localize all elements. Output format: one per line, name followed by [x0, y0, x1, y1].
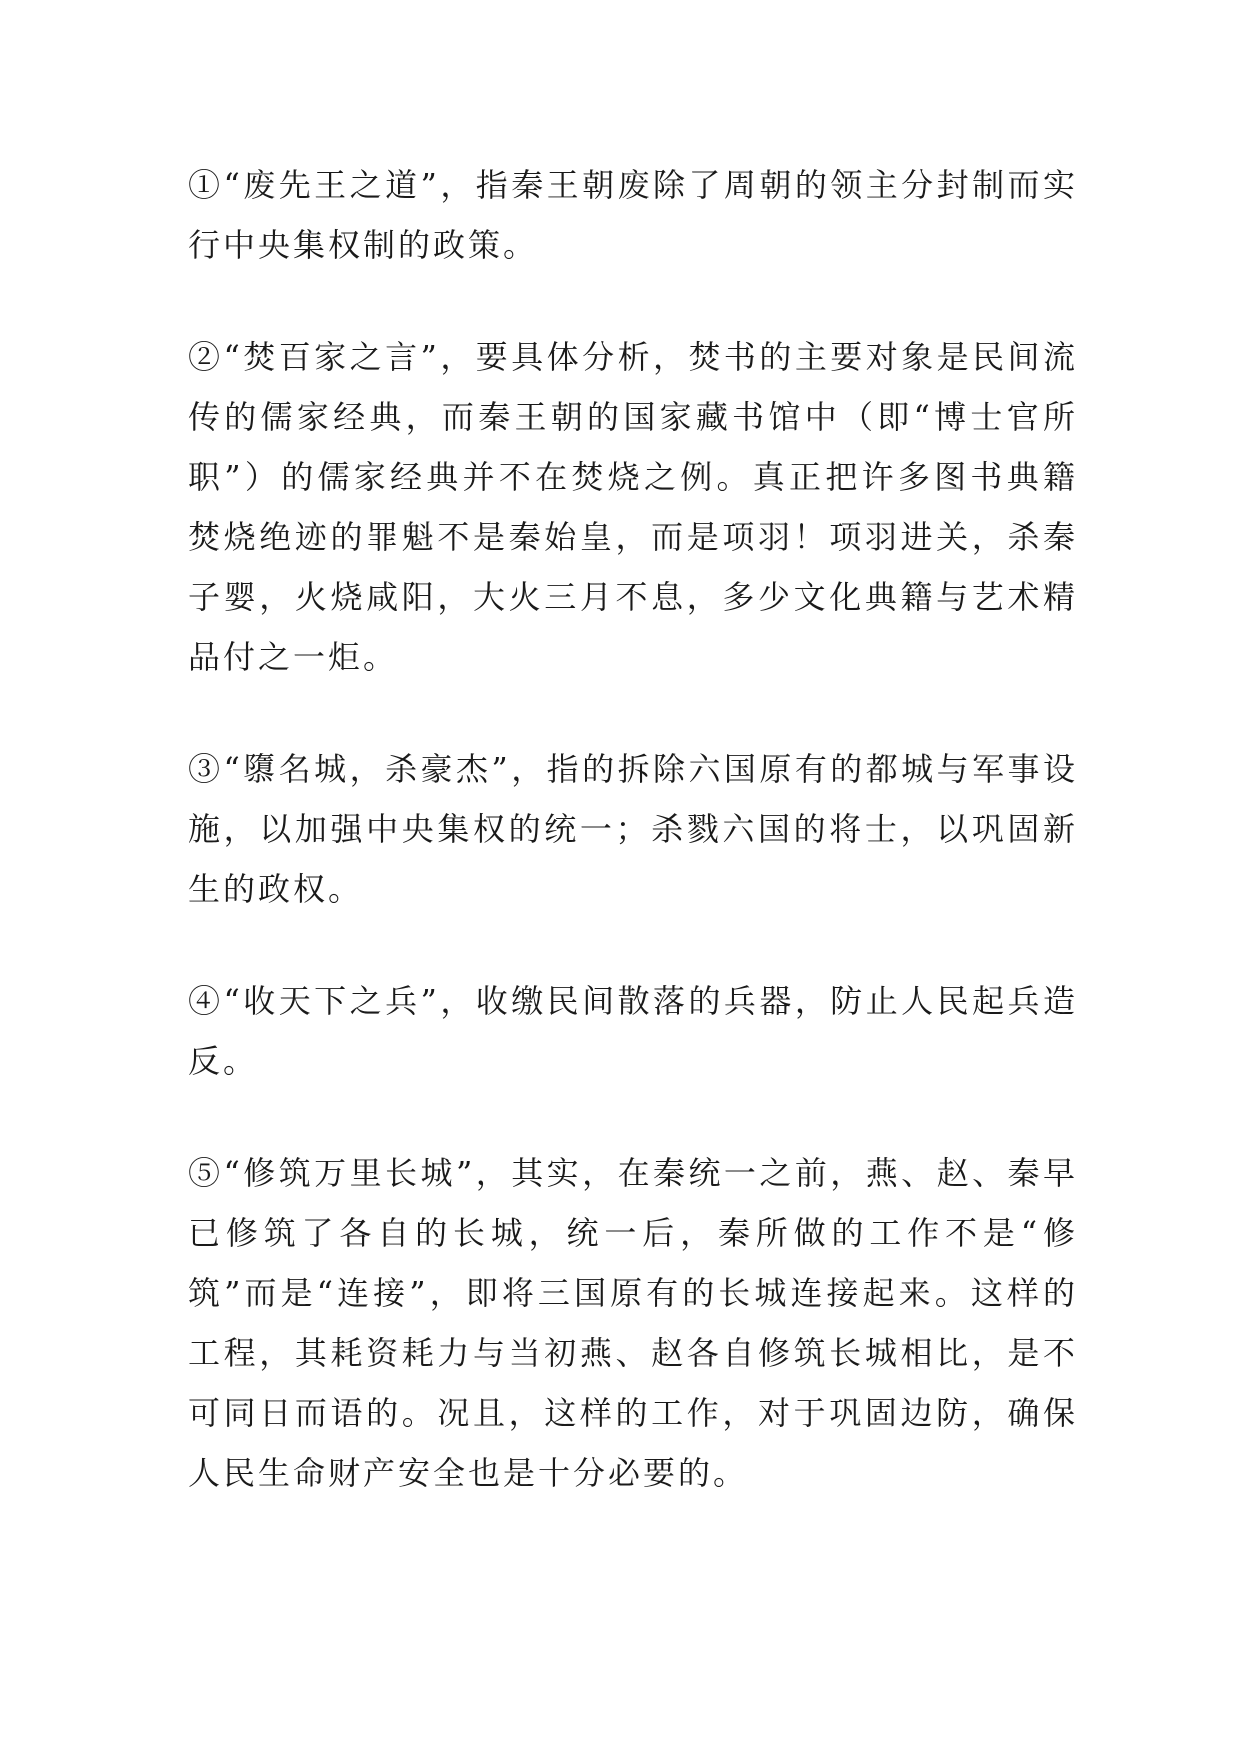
paragraph-3: ③“隳名城，杀豪杰”，指的拆除六国原有的都城与军事设施，以加强中央集权的统一；杀戮六国的将士，以巩固新生的政权。 [188, 750, 1078, 908]
paragraph-5: ⑤“修筑万里长城”，其实，在秦统一之前，燕、赵、秦早已修筑了各自的长城，统一后，秦所做的工作不是“修筑”而是“连接”，即将三国原有的长城连接起来。这样的工程，其耗资耗力与当初燕、赵各自修筑长城相比，是不可同日而语的。况且，这样的工作，对于巩固边防，确保人民生命财产安全也是十分必要的。 [188, 1154, 1078, 1492]
paragraph-4: ④“收天下之兵”，收缴民间散落的兵器，防止人民起兵造反。 [188, 982, 1078, 1080]
document-body [188, 155, 1078, 1555]
paragraph-1: ①“废先王之道”，指秦王朝废除了周朝的领主分封制而实行中央集权制的政策。 [188, 166, 1078, 264]
paragraph-2: ②“焚百家之言”，要具体分析，焚书的主要对象是民间流传的儒家经典，而秦王朝的国家藏书馆中（即“博士官所职”）的儒家经典并不在焚烧之例。真正把许多图书典籍焚烧绝迹的罪魁不是秦始皇，而是项羽！项羽进关，杀秦子婴，火烧咸阳，大火三月不息，多少文化典籍与艺术精品付之一炬。 [188, 338, 1078, 676]
